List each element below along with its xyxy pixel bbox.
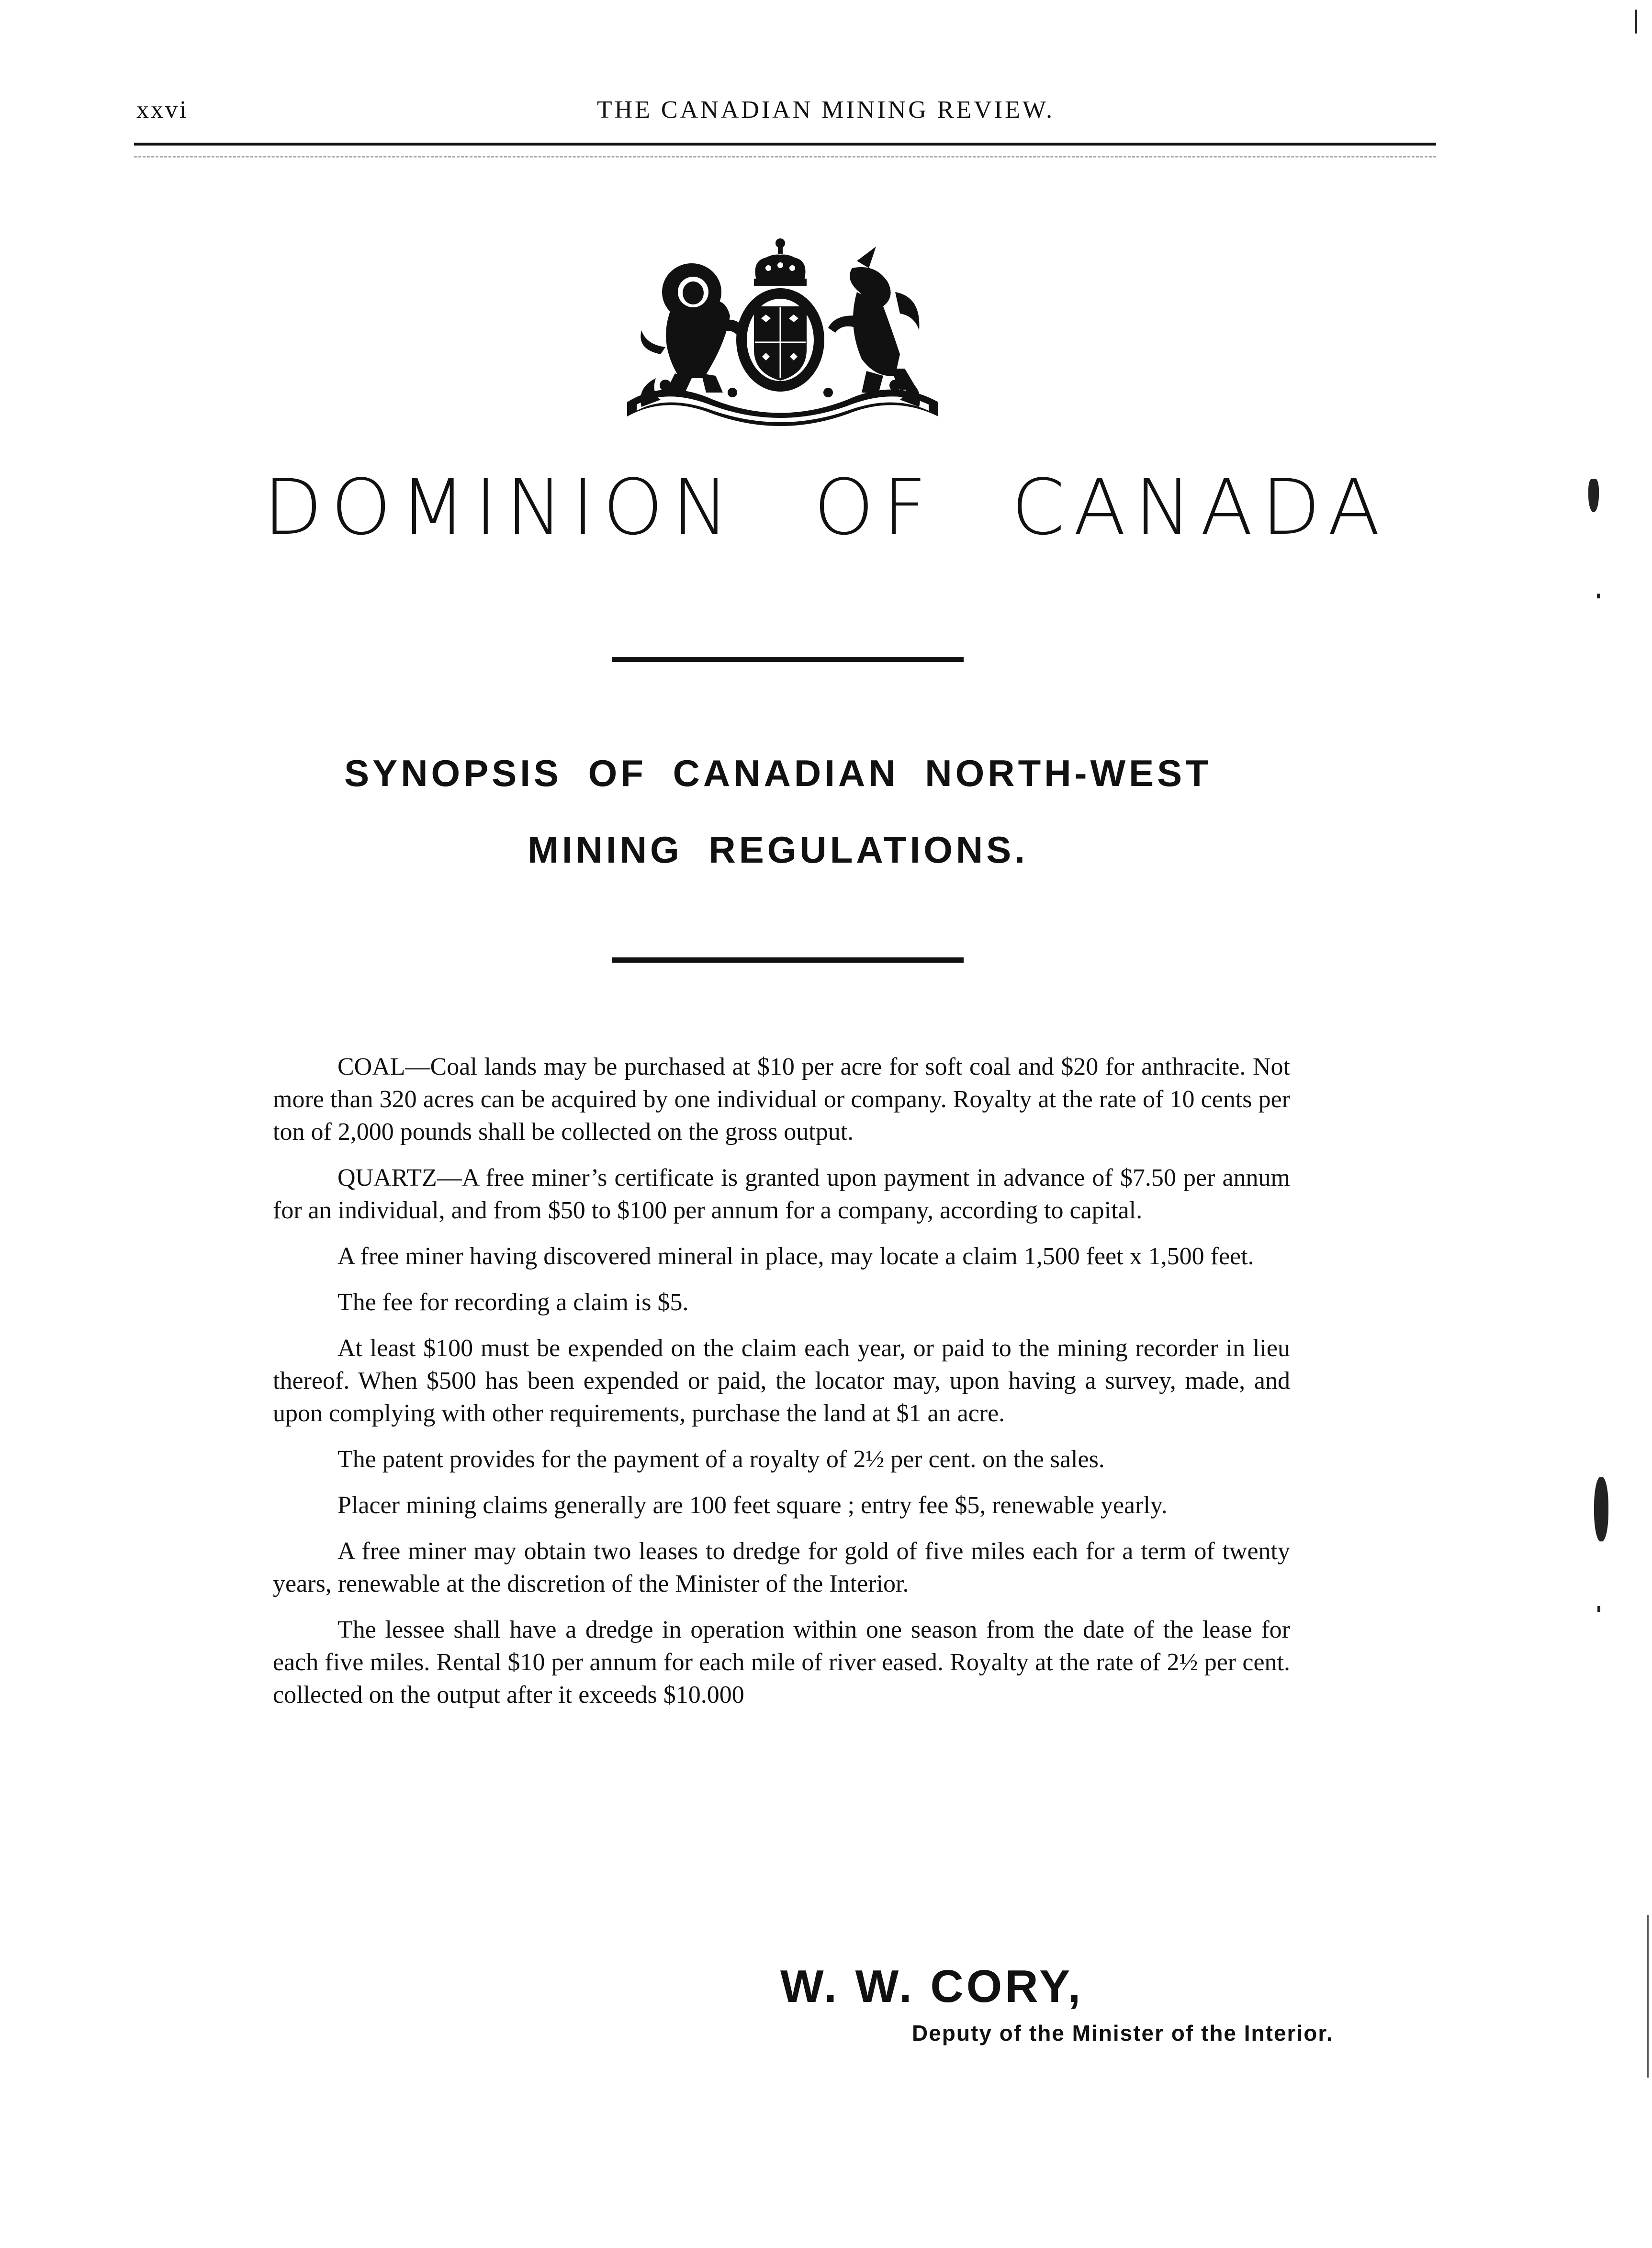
divider-rule-upper — [612, 657, 964, 662]
regulations-body — [273, 1051, 1290, 1725]
scan-margin-mark — [1647, 1915, 1649, 2078]
divider-rule-lower — [612, 957, 964, 963]
synopsis-title-line1: SYNOPSIS OF CANADIAN NORTH-WEST — [344, 752, 1212, 794]
signatory-name: W. W. CORY, — [780, 1961, 1084, 2012]
signatory-title: Deputy of the Minister of the Interior. — [912, 2021, 1334, 2046]
paragraph-quartz: QUARTZ—A free miner’s certificate is granted upon payment in advance of $7.50 per annum for an individual, and from $50 to $100 per annum for a company, according to capital. — [273, 1164, 1290, 1224]
header-rule-faint — [134, 156, 1436, 157]
headline: DOMINION OF CANADA — [263, 462, 1389, 552]
scan-margin-mark — [1588, 479, 1599, 512]
paragraph-lessee-dredge: The lessee shall have a dredge in operation within one season from the date of the lease for each five miles. Rental $10 per annum for each mile of river eased. Royalty at the rate of 2½ per cent. collected on the output after it exceeds $10.000 — [273, 1616, 1290, 1708]
header-rule — [134, 143, 1436, 146]
paragraph-patent-royalty: The patent provides for the payment of a royalty of 2½ per cent. on the sales. — [337, 1446, 1105, 1473]
coat-of-arms-icon — [608, 235, 953, 426]
paragraph-dredge-leases: A free miner may obtain two leases to dredge for gold of five miles each for a term of twenty years, renewable at the discretion of the Minister of the Interior. — [273, 1538, 1290, 1597]
paragraph-recording-fee: The fee for recording a claim is $5. — [337, 1289, 689, 1316]
synopsis-title-line2: MINING REGULATIONS. — [528, 829, 1028, 871]
paragraph-claim-size: A free miner having discovered mineral in place, may locate a claim 1,500 feet x 1,500 feet. — [337, 1243, 1254, 1270]
journal-title: THE CANADIAN MINING REVIEW. — [596, 96, 1055, 124]
scan-margin-mark — [1597, 594, 1600, 598]
paragraph-placer-claims: Placer mining claims generally are 100 feet square ; entry fee $5, renewable yearly. — [337, 1492, 1168, 1519]
scan-margin-mark — [1635, 10, 1637, 34]
scan-margin-mark — [1594, 1477, 1608, 1541]
scan-margin-mark — [1597, 1606, 1600, 1612]
paragraph-expenditure: At least $100 must be expended on the claim each year, or paid to the mining recorder in lieu thereof. When $500 has been expended or paid, the locator may, upon having a survey, made, and upon complying with other requirements, purchase the land at $1 an acre. — [273, 1335, 1290, 1427]
page-number: xxvi — [136, 96, 189, 124]
paragraph-coal: COAL—Coal lands may be purchased at $10 per acre for soft coal and $20 for anthracite. Not more than 320 acres can be acquired by one individual or company. Royalty at the rate of 10 cents per ton of 2,000 pounds shall be collected on the gross output. — [273, 1053, 1290, 1146]
